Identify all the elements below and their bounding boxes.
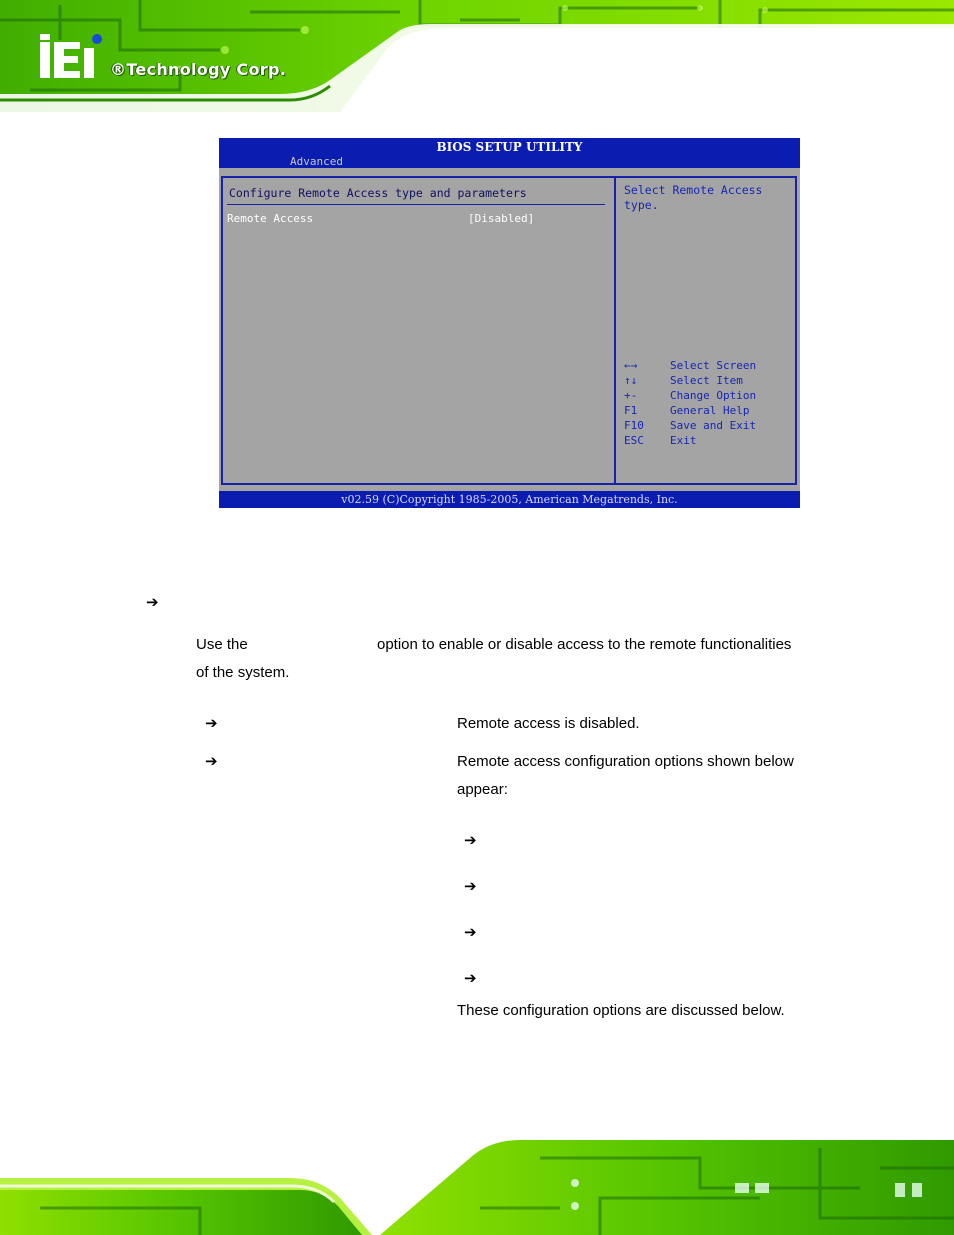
bios-help-line: Select Remote Access (624, 183, 763, 197)
intro-text-end: option to enable or disable access to the remote functionalities (377, 636, 792, 653)
bios-key-row (624, 359, 756, 374)
bios-help-text (624, 183, 794, 213)
bios-key-row (624, 419, 756, 434)
bios-key-desc: Select Screen (670, 359, 757, 372)
closing-text: These configuration options are discussed below. (457, 1002, 785, 1019)
bios-key: ←→ (624, 359, 638, 372)
bios-item-remote-access[interactable]: Remote Access (227, 212, 314, 225)
bios-key-desc: Select Item (670, 373, 743, 387)
bios-help-line: type. (624, 198, 659, 212)
bios-key-row (624, 374, 756, 389)
bios-key-row (624, 434, 756, 449)
arrow-bullet-icon: ➔ (205, 752, 218, 770)
intro-text-start: Use the (196, 636, 248, 653)
intro-text-line2: of the system. (196, 664, 290, 681)
page-footer (0, 1128, 954, 1235)
arrow-bullet-icon: ➔ (464, 969, 477, 987)
disabled-option-desc: Remote access is disabled. (457, 715, 640, 732)
arrow-bullet-icon: ➔ (464, 831, 477, 849)
bios-heading-underline (227, 204, 605, 205)
arrow-bullet-icon: ➔ (464, 923, 477, 941)
bios-section-heading: Configure Remote Access type and parameters (229, 186, 527, 200)
bios-copyright: v02.59 (C)Copyright 1985-2005, American Megatrends, Inc. (341, 493, 678, 506)
bios-key-desc: Exit (670, 433, 697, 447)
bios-key: F1 (624, 403, 638, 417)
arrow-bullet-icon: ➔ (464, 877, 477, 895)
bios-key-row (624, 389, 756, 404)
bios-screen (219, 138, 800, 508)
bios-panel-divider (614, 176, 616, 485)
bios-key-desc: Save and Exit (670, 418, 757, 432)
bios-key-legend (624, 359, 756, 448)
bios-key-desc: Change Option (670, 388, 757, 402)
circuit-board-banner (0, 0, 954, 112)
bios-key: ↑↓ (624, 373, 638, 387)
enabled-option-desc: Remote access configuration options shown below (457, 753, 794, 770)
circuit-board-footer (0, 1128, 954, 1235)
bios-key-row (624, 404, 756, 419)
arrow-bullet-icon: ➔ (205, 714, 218, 732)
enabled-option-desc-line2: appear: (457, 781, 508, 798)
iei-logo-icon (40, 34, 106, 85)
bios-status-bar (219, 491, 800, 508)
bios-key: F10 (624, 418, 644, 432)
bios-tab-advanced[interactable]: Advanced (290, 155, 343, 168)
logo-text: ®Technology Corp. (110, 60, 287, 79)
bios-key: ESC (624, 433, 644, 447)
bios-title-bar (219, 138, 800, 168)
page-header (0, 0, 954, 112)
bios-item-value[interactable]: [Disabled] (468, 212, 535, 225)
arrow-bullet-icon: ➔ (146, 593, 159, 611)
bios-key-desc: General Help (670, 403, 750, 417)
bios-key: +- (624, 388, 638, 402)
bios-title: BIOS SETUP UTILITY (436, 140, 583, 154)
